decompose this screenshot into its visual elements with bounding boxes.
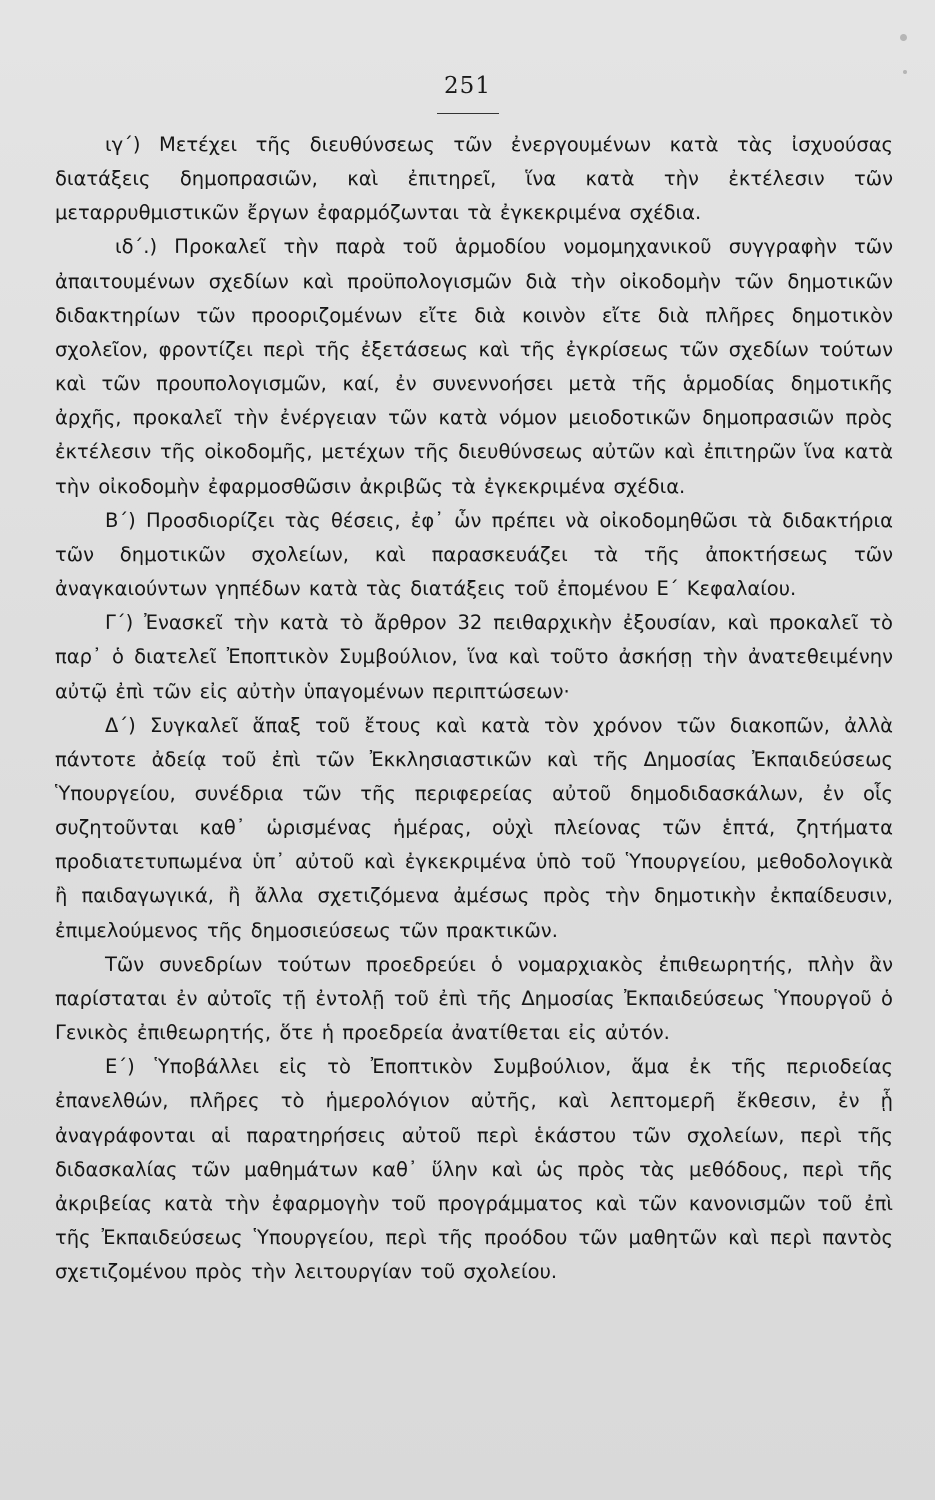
paragraph-d-continued: Τῶν συνεδρίων τούτων προεδρεύει ὁ νομαρχιακὸς ἐπιθεωρητής, πλὴν ἂν παρίσταται ἐν αὐτοῖς τῇ ἐντολῇ τοῦ ἐπὶ τῆς Δημοσίας Ἐκπαιδεύσεως Ὑπουργοῦ ὁ Γενικὸς ἐπιθεωρητής, ὅτε ἡ προεδρεία ἀνατίθεται εἰς αὐτόν.	[55, 952, 893, 1045]
page-number: 251	[444, 73, 491, 99]
paragraph-c: Γ΄) Ἐνασκεῖ τὴν κατὰ τὸ ἄρθρον 32 πειθαρχικὴν ἐξουσίαν, καὶ προκαλεῖ τὸ παρ᾽ ὁ διατελεῖ Ἐποπτικὸν Συμβούλιον, ἵνα καὶ τοῦτο ἀσκήσῃ τὴν ἀνατεθειμένην αὐτῷ ἐπὶ τῶν εἰς αὐτὴν ὑπαγομένων περιπτώσεων·	[55, 611, 893, 703]
body-text	[55, 128, 893, 1289]
paragraph-b: Β΄) Προσδιορίζει τὰς θέσεις, ἐφ᾽ ὧν πρέπει νὰ οἰκοδομηθῶσι τὰ διδακτήρια τῶν δημοτικῶν σχολείων, καὶ παρασκευάζει τὰ τῆς ἀποκτήσεως τῶν ἀναγκαιούντων γηπέδων κατὰ τὰς διατάξεις τοῦ ἐπομένου Ε΄ Κεφαλαίου.	[55, 508, 893, 601]
paragraph-14: ιδ΄.) Προκαλεῖ τὴν παρὰ τοῦ ἁρμοδίου νομομηχανικοῦ συγγραφὴν τῶν ἀπαιτουμένων σχεδίων καὶ προϋπολογισμῶν διὰ τὴν οἰκοδομὴν τῶν δημοτικῶν διδακτηρίων τῶν προοριζομένων εἴτε διὰ κοινὸν εἴτε διὰ πλῆρες δημοτικὸν σχολεῖον, φροντίζει περὶ τῆς ἐξετάσεως καὶ τῆς ἐγκρίσεως τῶν σχεδίων τούτων καὶ τῶν προυπολογισμῶν, καί, ἐν συνεννοήσει μετὰ τῆς ἁρμοδίας δημοτικῆς ἀρχῆς, προκαλεῖ τὴν ἐνέργειαν τῶν κατὰ νόμον μειοδοτικῶν δημοπρασιῶν πρὸς ἐκτέλεσιν τῆς οἰκοδομῆς, μετέχων τῆς διευθύνσεως αὐτῶν καὶ ἐπιτηρῶν ἵνα κατὰ τὴν οἰκοδομὴν ἐφαρμοσθῶσιν ἀκριβῶς τὰ ἐγκεκριμένα σχέδια.	[55, 235, 893, 498]
scan-speck	[900, 34, 907, 41]
paragraph-d: Δ΄) Συγκαλεῖ ἅπαξ τοῦ ἔτους καὶ κατὰ τὸν χρόνον τῶν διακοπῶν, ἀλλὰ πάντοτε ἀδείᾳ τοῦ ἐπὶ τῶν Ἐκκλησιαστικῶν καὶ τῆς Δημοσίας Ἐκπαιδεύσεως Ὑπουργείου, συνέδρια τῶν τῆς περιφερείας αὐτοῦ δημοδιδασκάλων, ἐν οἷς συζητοῦνται καθ᾽ ὡρισμένας ἡμέρας, οὐχὶ πλείονας τῶν ἑπτά, ζητήματα προδιατετυπωμένα ὑπ᾽ αὐτοῦ καὶ ἐγκεκριμένα ὑπὸ τοῦ Ὑπουργείου, μεθοδολογικὰ ἢ παιδαγωγικά, ἢ ἄλλα σχετιζόμενα ἀμέσως πρὸς τὴν δημοτικὴν ἐκπαίδευσιν, ἐπιμελούμενος τῆς δημοσιεύσεως τῶν πρακτικῶν.	[55, 713, 893, 942]
paragraph-13: ιγ΄) Μετέχει τῆς διευθύνσεως τῶν ἐνεργουμένων κατὰ τὰς ἰσχυούσας διατάξεις δημοπρασιῶν, καὶ ἐπιτηρεῖ, ἵνα κατὰ τὴν ἐκτέλεσιν τῶν μεταρρυθμιστικῶν ἔργων ἐφαρμόζωνται τὰ ἐγκεκριμένα σχέδια.	[55, 133, 893, 225]
scan-speck	[903, 70, 907, 74]
paragraph-e: Ε΄) Ὑποβάλλει εἰς τὸ Ἐποπτικὸν Συμβούλιον, ἅμα ἐκ τῆς περιοδείας ἐπανελθών, πλῆρες τὸ ἡμερολόγιον αὐτῆς, καὶ λεπτομερῆ ἔκθεσιν, ἐν ᾗ ἀναγράφονται αἱ παρατηρήσεις αὐτοῦ περὶ ἑκάστου τῶν σχολείων, περὶ τῆς διδασκαλίας τῶν μαθημάτων καθ᾽ ὕλην καὶ ὡς πρὸς τὰς μεθόδους, περὶ τῆς ἀκριβείας κατὰ τὴν ἐφαρμογὴν τοῦ προγράμματος καὶ τῶν κανονισμῶν τοῦ ἐπὶ τῆς Ἐκπαιδεύσεως Ὑπουργείου, περὶ τῆς προόδου τῶν μαθητῶν καὶ περὶ παντὸς σχετιζομένου πρὸς τὴν λειτουργίαν τοῦ σχολείου.	[55, 1055, 893, 1284]
page-number-rule	[437, 113, 499, 114]
